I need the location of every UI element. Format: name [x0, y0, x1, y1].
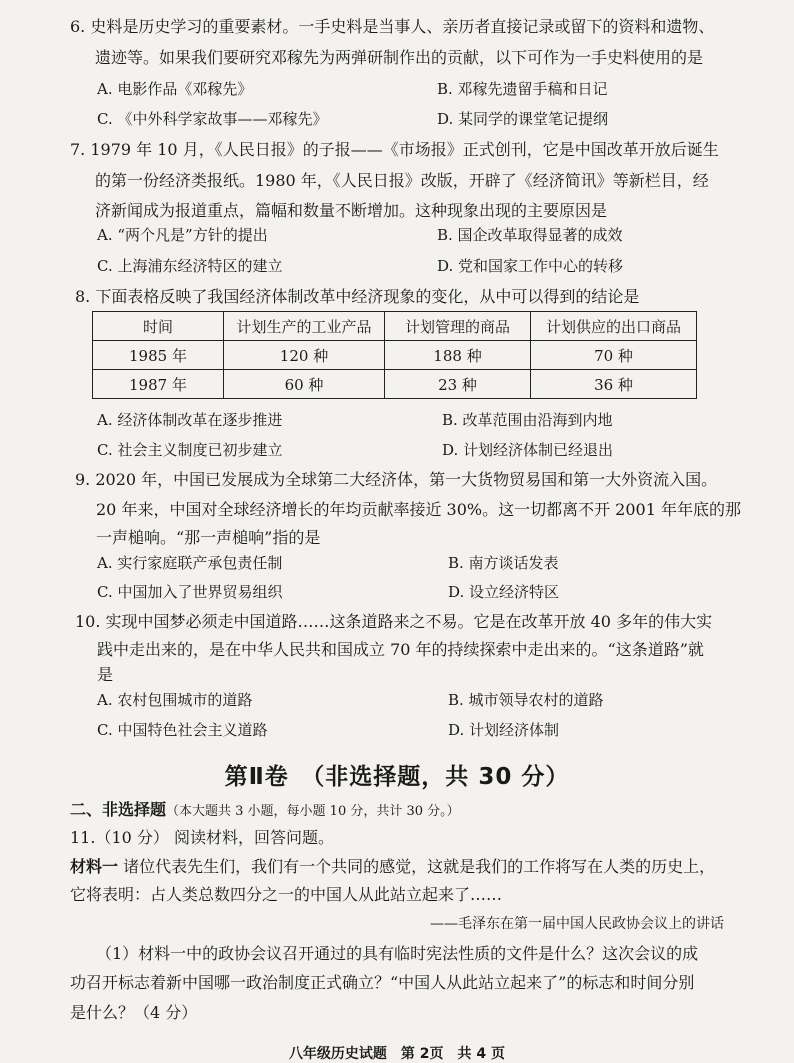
q9-stem-line1: 9. 2020 年，中国已发展成为全球第二大经济体，第一大货物贸易国和第一大外资流入国。	[75, 470, 718, 489]
table-cell: 23 种	[385, 370, 531, 399]
q8-option-a: A. 经济体制改革在逐步推进	[97, 411, 283, 429]
q6-option-c: C. 《中外科学家故事——邓稼先》	[97, 110, 328, 128]
q7-stem-line3: 济新闻成为报道重点，篇幅和数量不断增加。这种现象出现的主要原因是	[95, 201, 608, 220]
q8-option-c: C. 社会主义制度已初步建立	[97, 441, 283, 459]
section-heading-line	[70, 800, 460, 822]
q6-option-d: D. 某同学的课堂笔记提纲	[437, 110, 609, 128]
section-heading: 二、非选择题	[70, 800, 167, 819]
q7-option-d: D. 党和国家工作中心的转移	[437, 257, 624, 275]
table-header-cell: 时间	[93, 312, 224, 341]
table-cell: 60 种	[224, 370, 385, 399]
table-cell: 1987 年	[93, 370, 224, 399]
q8-table	[92, 311, 697, 399]
table-header-cell: 计划管理的商品	[385, 312, 531, 341]
q6-stem-line2: 遗迹等。如果我们要研究邓稼先为两弹研制作出的贡献，以下可作为一手史料使用的是	[95, 48, 704, 67]
q7-option-b: B. 国企改革取得显著的成效	[437, 226, 623, 244]
q7-stem-line2: 的第一份经济类报纸。1980 年，《人民日报》改版，开辟了《经济简讯》等新栏目，经	[95, 171, 709, 190]
material-source: ——毛泽东在第一届中国人民政协会议上的讲话	[430, 916, 724, 932]
material-label: 材料一	[70, 857, 119, 876]
table-cell: 70 种	[531, 341, 697, 370]
q10-stem-line1: 10. 实现中国梦必须走中国道路……这条道路来之不易。它是在改革开放 40 多年的伟大实	[75, 612, 713, 631]
q7-option-a: A. “两个凡是”方针的提出	[97, 226, 268, 244]
table-header-cell: 计划供应的出口商品	[531, 312, 697, 341]
q8-option-b: B. 改革范围由沿海到内地	[442, 411, 613, 429]
q8-option-d: D. 计划经济体制已经退出	[442, 441, 614, 459]
table-header-row	[93, 312, 697, 341]
section-title: 第Ⅱ卷 （非选择题，共 30 分）	[224, 764, 570, 790]
table-row	[93, 370, 697, 399]
table-header-cell: 计划生产的工业产品	[224, 312, 385, 341]
section-heading-note: （本大题共 3 小题，每小题 10 分，共计 30 分。）	[166, 804, 460, 819]
q10-stem-line3: 是	[97, 665, 114, 684]
q9-option-c: C. 中国加入了世界贸易组织	[97, 583, 283, 601]
q10-option-c: C. 中国特色社会主义道路	[97, 721, 268, 739]
table-row	[93, 341, 697, 370]
q11-sub1-line3: 是什么？（4 分）	[70, 1003, 198, 1022]
q11-sub1-line2: 功召开标志着新中国哪一政治制度正式确立？“中国人从此站立起来了”的标志和时间分别	[70, 973, 695, 992]
q9-option-d: D. 设立经济特区	[448, 583, 560, 601]
q6-option-b: B. 邓稼先遗留手稿和日记	[437, 80, 608, 98]
q7-stem-line1: 7. 1979 年 10 月，《人民日报》的子报——《市场报》正式创刊，它是中国改革开放后诞生	[70, 140, 719, 159]
q10-option-a: A. 农村包围城市的道路	[97, 691, 253, 709]
q9-option-a: A. 实行家庭联产承包责任制	[97, 554, 283, 572]
table-cell: 120 种	[224, 341, 385, 370]
q11-stem: 11.（10 分） 阅读材料，回答问题。	[70, 828, 334, 847]
q10-option-b: B. 城市领导农村的道路	[448, 691, 604, 709]
q8-stem: 8. 下面表格反映了我国经济体制改革中经济现象的变化，从中可以得到的结论是	[75, 287, 640, 306]
q7-option-c: C. 上海浦东经济特区的建立	[97, 257, 283, 275]
q9-stem-line2: 20 年来，中国对全球经济增长的年均贡献率接近 30%。这一切都离不开 2001 年年底的那	[96, 500, 741, 519]
q6-stem-line1: 6. 史料是历史学习的重要素材。一手史料是当事人、亲历者直接记录或留下的资料和遗物、	[70, 17, 715, 36]
table-cell: 188 种	[385, 341, 531, 370]
q11-sub1-line1: （1）材料一中的政协会议召开通过的具有临时宪法性质的文件是什么？这次会议的成	[96, 944, 699, 963]
q9-stem-line3: 一声槌响。“那一声槌响”指的是	[96, 528, 321, 547]
q11-material-line1	[70, 857, 715, 877]
material-text: 诸位代表先生们，我们有一个共同的感觉，这就是我们的工作将写在人类的历史上，	[118, 857, 716, 876]
q10-option-d: D. 计划经济体制	[448, 721, 560, 739]
table-cell: 1985 年	[93, 341, 224, 370]
q11-material-line2: 它将表明：占人类总数四分之一的中国人从此站立起来了……	[70, 885, 503, 904]
page-footer: 八年级历史试题 第 2页 共 4 页	[288, 1046, 506, 1062]
q9-option-b: B. 南方谈话发表	[448, 554, 559, 572]
table-cell: 36 种	[531, 370, 697, 399]
q6-option-a: A. 电影作品《邓稼先》	[97, 80, 253, 98]
q10-stem-line2: 践中走出来的，是在中华人民共和国成立 70 年的持续探索中走出来的。“这条道路”就	[97, 640, 704, 659]
